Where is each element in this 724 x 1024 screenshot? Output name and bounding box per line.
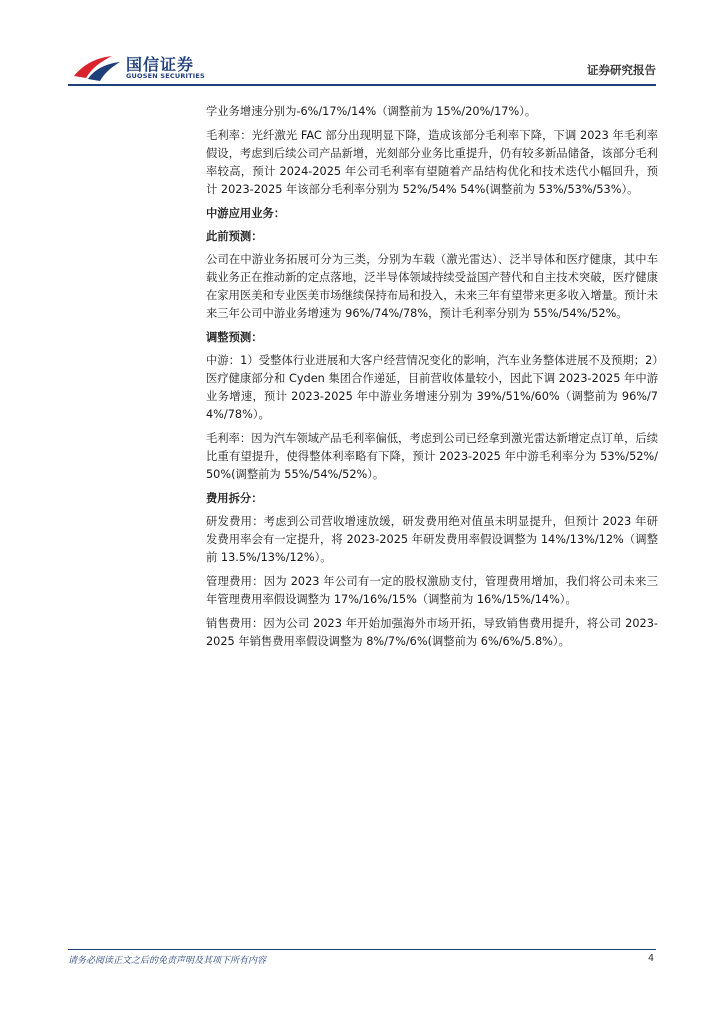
page-number: 4 [647,953,654,964]
company-logo [72,50,232,84]
guosen-logo-icon [72,52,122,82]
page-header [0,0,724,90]
paragraph: 中游：1）受整体行业进展和大客户经营情况变化的影响，汽车业务整体进展不及预期；2）医疗健康部分和 Cyden 集团合作递延，目前营收体量较小，因此下调 2023-2025 年中游业务增速，预计 2023-2025 年中游业务增速分别为 39%/51%/60%（调整前为 96%/74%/78%）。 [206,354,658,421]
section-heading: 调整预测： [206,331,263,344]
paragraph: 毛利率：因为汽车领域产品毛利率偏低，考虑到公司已经拿到激光雷达新增定点订单，后续比重有望提升，使得整体利率略有下降，预计 2023-2025 年中游毛利率分为 53%/52%/50%(调整前为 55%/54%/52%）。 [206,432,658,481]
logo-chinese-name: 国信证券 [126,55,195,74]
report-body [206,103,658,657]
logo-english-name: GUOSEN SECURITIES [126,72,205,80]
section-heading: 中游应用业务： [206,207,286,220]
header-divider [68,84,656,86]
disclaimer-note: 请务必阅读正文之后的免责声明及其项下所有内容 [68,956,267,966]
paragraph: 销售费用：因为公司 2023 年开始加强海外市场开拓，导致销售费用提升，将公司 2023-2025 年销售费用率假设调整为 8%/7%/6%(调整前为 6%/6%/5.8%）。 [206,617,658,648]
paragraph: 学业务增速分别为-6%/17%/14%（调整前为 15%/20%/17%）。 [206,105,537,118]
report-type-label: 证券研究报告 [587,63,656,77]
paragraph: 毛利率：光纤激光 FAC 部分出现明显下降，造成该部分毛利率下降，下调 2023 年毛利率假设，考虑到后续公司产品新增，光刻部分业务比重提升，仍有较多新品储备，该部分毛利率较高，预计 2024-2025 年公司毛利率有望随着产品结构优化和技术迭代小幅回升，预计 2023-2025 年该部分毛利率分别为 52%/54% 54%(调整前为 53%/53%/53%）。 [206,129,658,196]
paragraph: 公司在中游业务拓展可分为三类，分别为车载（激光雷达）、泛半导体和医疗健康，其中车载业务正在推动新的定点落地，泛半导体领域持续受益国产替代和自主技术突破，医疗健康在家用医美和专业医美市场继续保持布局和投入，未来三年有望带来更多收入增量。预计未来三年公司中游业务增速为 96%/74%/78%，预计毛利率分别为 55%/54%/52%。 [206,253,658,320]
footer-divider [68,949,656,950]
section-heading: 此前预测： [206,230,263,243]
paragraph: 管理费用：因为 2023 年公司有一定的股权激励支付，管理费用增加，我们将公司未来三年管理费用率假设调整为 17%/16%/15%（调整前为 16%/15%/14%）。 [206,575,658,606]
section-heading: 费用拆分： [206,492,263,505]
paragraph: 研发费用：考虑到公司营收增速放缓，研发费用绝对值虽未明显提升，但预计 2023 年研发费用率会有一定提升，将 2023-2025 年研发费用率假设调整为 14%/13%/12%（调整前 13.5%/13%/12%）。 [206,515,658,564]
